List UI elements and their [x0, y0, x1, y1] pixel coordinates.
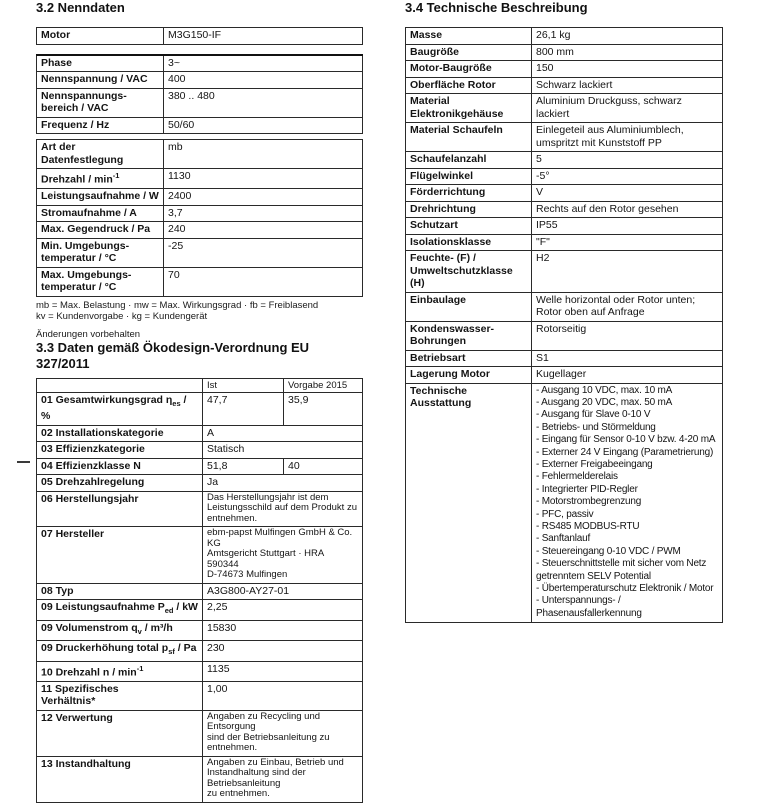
row-value: 800 mm [532, 44, 723, 61]
row-label: Motor-Baugröße [406, 61, 532, 78]
column-header-vorgabe: Vorgabe 2015 [284, 378, 363, 392]
row-label: 02 Installationskategorie [37, 425, 203, 442]
table-row [37, 28, 363, 45]
row-label: Feuchte- (F) / Umweltschutzklasse (H) [406, 251, 532, 293]
table-row [406, 77, 723, 94]
table-row [406, 218, 723, 235]
row-label: Leistungsaufnahme / W [37, 189, 164, 206]
table-row [37, 756, 363, 802]
table-row [37, 491, 363, 527]
row-value: 26,1 kg [532, 28, 723, 45]
row-value: 2,25 [203, 600, 363, 621]
row-value: Ja [203, 475, 363, 492]
row-value-2: 35,9 [284, 392, 363, 425]
row-value: 230 [203, 641, 363, 662]
row-label: Motor [37, 28, 164, 45]
table-row [406, 168, 723, 185]
row-label: Schaufelanzahl [406, 152, 532, 169]
nominal-data-table [36, 139, 363, 297]
row-value: 3,7 [164, 205, 363, 222]
table-row [406, 234, 723, 251]
footnote [36, 300, 363, 322]
row-label: 06 Herstellungsjahr [37, 491, 203, 527]
row-label: Material Elektronikgehäuse [406, 94, 532, 123]
row-label: Phase [37, 55, 164, 72]
motor-table [36, 27, 363, 45]
row-value-2: 40 [284, 458, 363, 475]
row-value: A [203, 425, 363, 442]
footnote-line: mb = Max. Belastung · mw = Max. Wirkungsgrad · fb = Freiblasend [36, 299, 319, 311]
row-value: A3G800-AY27-01 [203, 583, 363, 600]
table-row [406, 383, 723, 623]
row-value: -25 [164, 238, 363, 267]
row-value: 2400 [164, 189, 363, 206]
row-label: Masse [406, 28, 532, 45]
row-label: Max. Gegendruck / Pa [37, 222, 164, 239]
row-label: 08 Typ [37, 583, 203, 600]
row-value: S1 [532, 350, 723, 367]
row-value: 3~ [164, 55, 363, 72]
row-label: 09 Druckerhöhung total $p_{sf}$ / Pa [37, 641, 203, 662]
row-value: H2 [532, 251, 723, 293]
row-label: Stromaufnahme / A [37, 205, 164, 222]
row-label: Betriebsart [406, 350, 532, 367]
row-label: Technische Ausstattung [406, 383, 532, 623]
table-row [406, 201, 723, 218]
row-value: Das Herstellungsjahr ist dem Leistungsschild auf dem Produkt zu entnehmen. [203, 491, 363, 527]
row-value: Schwarz lackiert [532, 77, 723, 94]
footnote-line: kv = Kundenvorgabe · kg = Kundengerät [36, 310, 208, 322]
row-value: V [532, 185, 723, 202]
row-label: Nennspannung / VAC [37, 72, 164, 89]
table-row [37, 620, 363, 641]
table-row [37, 458, 363, 475]
row-value: 240 [164, 222, 363, 239]
table-row [37, 88, 363, 117]
row-label: Flügelwinkel [406, 168, 532, 185]
row-label: 05 Drehzahlregelung [37, 475, 203, 492]
row-label: Kondenswasser-Bohrungen [406, 321, 532, 350]
row-label: 01 Gesamtwirkungsgrad $\eta_{es}$ / % [37, 392, 203, 425]
row-label: Lagerung Motor [406, 367, 532, 384]
table-row [37, 583, 363, 600]
row-label: Max. Umgebungs- temperatur / °C [37, 267, 164, 296]
row-label: 04 Effizienzklasse N [37, 458, 203, 475]
row-label: Nennspannungs- bereich / VAC [37, 88, 164, 117]
row-value: - Ausgang 10 VDC, max. 10 mA - Ausgang 20 VDC, max. 50 mA - Ausgang für Slave 0-10 V - Betriebs- und Störmeldung - Eingang für Sensor 0-10 V bzw. 4-20 mA - Externer 24 V Eingang (Parametrierung) - Externer Freigabeeingang - Fehlermelderelais - Integrierter PID-Regler - Motorstrombegrenzung - PFC, passiv - RS485 MODBUS-RTU - Sanftanlauf - Steuereingang 0-10 VDC / PWM - Steuerschnittstelle mit sicher vom Netz getrenntem SELV Potential - Übertemperaturschutz Elektronik / Motor - Unterspannungs- / Phasenausfallerkennung [532, 383, 723, 623]
row-value: 47,7 [203, 392, 284, 425]
table-row [37, 710, 363, 756]
table-row [37, 117, 363, 134]
row-value: Statisch [203, 442, 363, 459]
table-row [37, 169, 363, 189]
row-label: 07 Hersteller [37, 527, 203, 584]
ecodesign-table [36, 378, 363, 803]
row-value: "F" [532, 234, 723, 251]
row-value: 70 [164, 267, 363, 296]
row-label: Oberfläche Rotor [406, 77, 532, 94]
table-row [37, 55, 363, 72]
row-label: 09 Leistungsaufnahme $P_{ed}$ / kW [37, 600, 203, 621]
right-column [405, 0, 723, 623]
row-value: mb [164, 140, 363, 169]
column-header-ist: Ist [203, 378, 284, 392]
left-column [36, 0, 363, 803]
row-label: Schutzart [406, 218, 532, 235]
table-row [37, 425, 363, 442]
row-value: 1130 [164, 169, 363, 189]
section-heading-nenndaten: 3.2 Nenndaten [36, 0, 125, 15]
row-label: Einbaulage [406, 292, 532, 321]
row-label: Min. Umgebungs- temperatur / °C [37, 238, 164, 267]
row-value: 380 .. 480 [164, 88, 363, 117]
row-label: 10 Drehzahl n / $\min^{-1}$ [37, 661, 203, 681]
row-value: M3G150-IF [164, 28, 363, 45]
column-header-empty [37, 378, 203, 392]
row-label: Isolationsklasse [406, 234, 532, 251]
row-value: 50/60 [164, 117, 363, 134]
row-label: Frequenz / Hz [37, 117, 164, 134]
row-value: 1,00 [203, 681, 363, 710]
table-row [406, 367, 723, 384]
row-label: Art der Datenfestlegung [37, 140, 164, 169]
row-label: Baugröße [406, 44, 532, 61]
row-value: Welle horizontal oder Rotor unten; Rotor oben auf Anfrage [532, 292, 723, 321]
table-row [37, 600, 363, 621]
row-value: Angaben zu Einbau, Betrieb und Instandhaltung sind der Betriebsanleitung zu entnehmen. [203, 756, 363, 802]
table-row [37, 72, 363, 89]
table-row [406, 44, 723, 61]
table-row [37, 189, 363, 206]
row-value: 15830 [203, 620, 363, 641]
table-row [37, 527, 363, 584]
technical-description-table [405, 27, 723, 623]
table-row [37, 442, 363, 459]
row-value: Kugellager [532, 367, 723, 384]
row-value: -5° [532, 168, 723, 185]
table-row [406, 321, 723, 350]
row-value: Einlegeteil aus Aluminiumblech, umspritzt mit Kunststoff PP [532, 123, 723, 152]
row-label: Drehzahl / $\min^{-1}$ [37, 169, 164, 189]
row-value: IP55 [532, 218, 723, 235]
page-edge-mark [17, 461, 30, 463]
table-row [37, 681, 363, 710]
row-label: Drehrichtung [406, 201, 532, 218]
row-value: 400 [164, 72, 363, 89]
row-label: 13 Instandhaltung [37, 756, 203, 802]
changes-note: Änderungen vorbehalten [36, 328, 141, 340]
row-value: 150 [532, 61, 723, 78]
table-row [406, 123, 723, 152]
table-row [406, 350, 723, 367]
section-heading-technische: 3.4 Technische Beschreibung [405, 0, 588, 15]
row-value: 1135 [203, 661, 363, 681]
row-value: ebm-papst Mulfingen GmbH & Co. KG Amtsgericht Stuttgart · HRA 590344 D-74673 Mulfingen [203, 527, 363, 584]
table-row [37, 238, 363, 267]
row-label: 12 Verwertung [37, 710, 203, 756]
table-row [37, 222, 363, 239]
table-row [406, 292, 723, 321]
table-row [37, 661, 363, 681]
table-row [37, 392, 363, 425]
table-row [406, 185, 723, 202]
table-row [406, 94, 723, 123]
table-row [406, 251, 723, 293]
row-label: Förderrichtung [406, 185, 532, 202]
row-label: 03 Effizienzkategorie [37, 442, 203, 459]
table-row [37, 641, 363, 662]
row-value: 51,8 [203, 458, 284, 475]
section-heading-oekodesign: 3.3 Daten gemäß Ökodesign-Verordnung EU 327/2011 [36, 339, 310, 371]
table-row [37, 267, 363, 296]
row-value: 5 [532, 152, 723, 169]
row-label: 11 Spezifisches Verhältnis* [37, 681, 203, 710]
row-label: Material Schaufeln [406, 123, 532, 152]
table-row [406, 152, 723, 169]
table-header-row [37, 378, 363, 392]
row-value: Angaben zu Recycling und Entsorgung sind der Betriebsanleitung zu entnehmen. [203, 710, 363, 756]
table-row [37, 475, 363, 492]
table-row [406, 28, 723, 45]
table-row [37, 140, 363, 169]
row-value: Rechts auf den Rotor gesehen [532, 201, 723, 218]
table-row [406, 61, 723, 78]
row-value: Aluminium Druckguss, schwarz lackiert [532, 94, 723, 123]
row-value: Rotorseitig [532, 321, 723, 350]
row-label: 09 Volumenstrom $q_v / m^3/h$ [37, 620, 203, 641]
phase-table [36, 54, 363, 135]
table-row [37, 205, 363, 222]
